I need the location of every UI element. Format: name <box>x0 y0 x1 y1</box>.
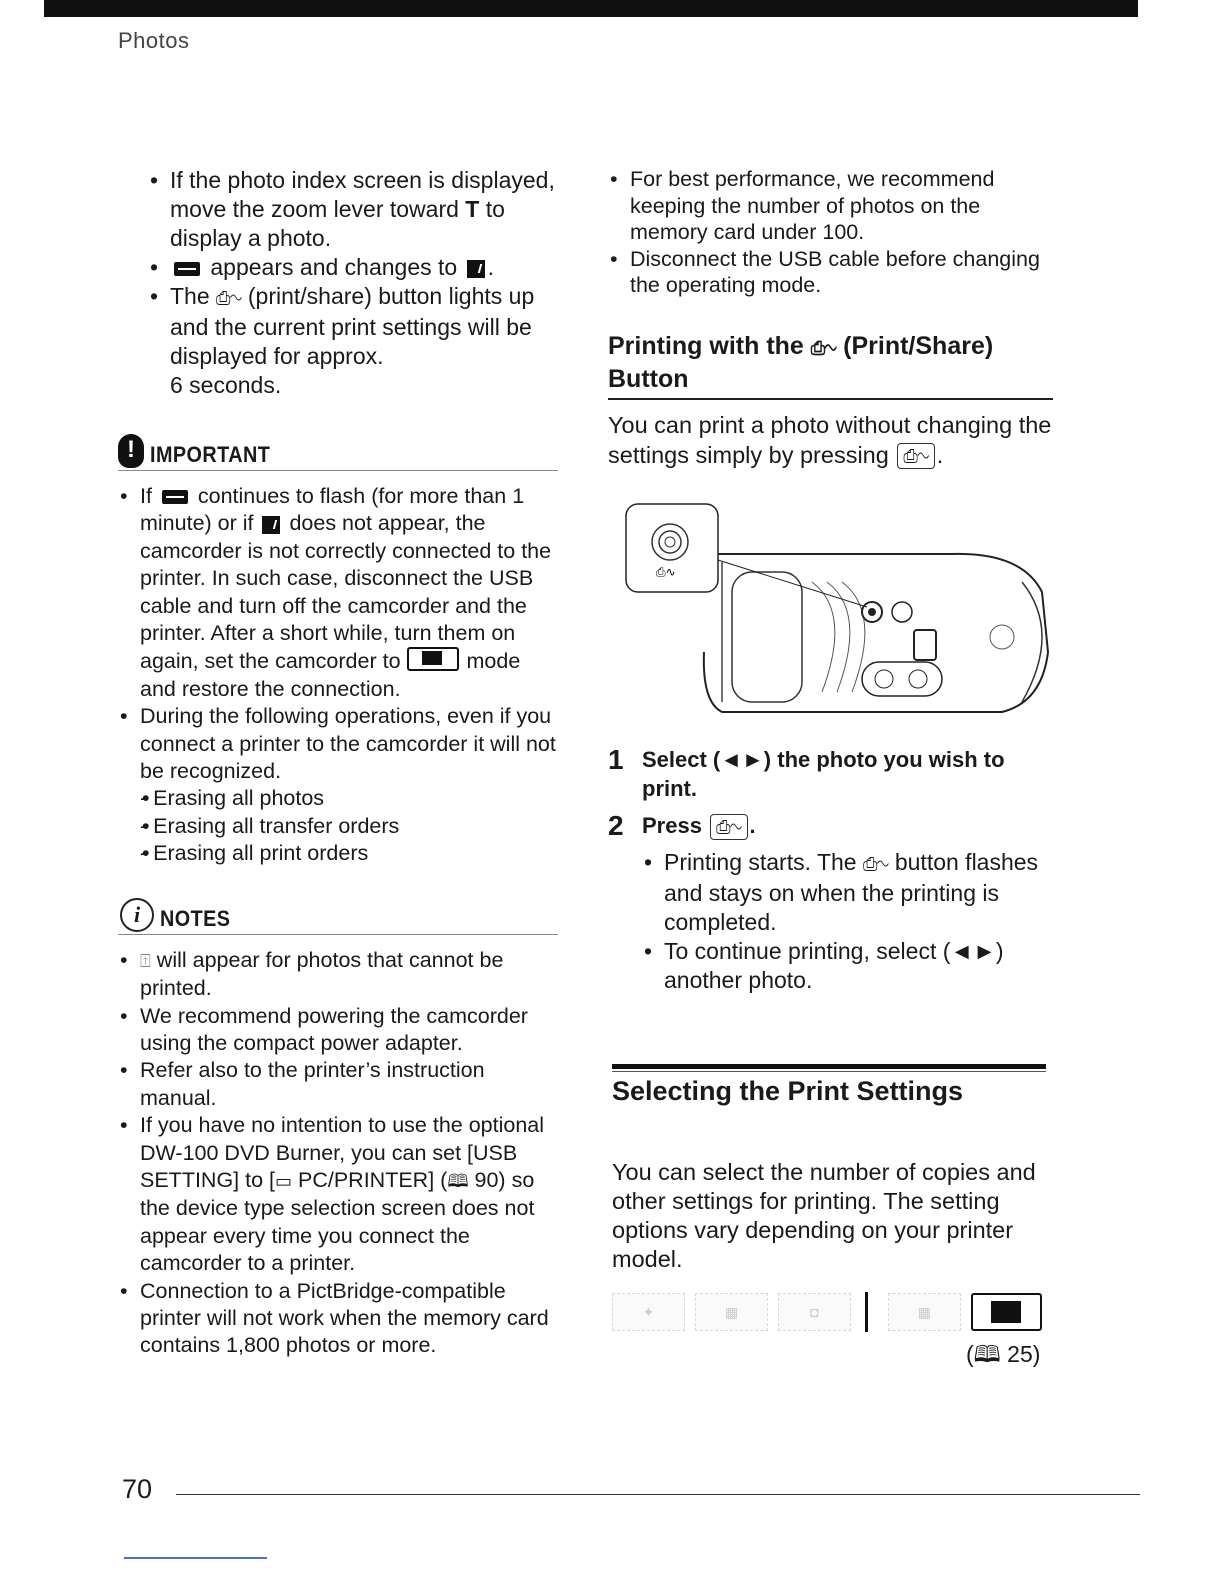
pc-printer-icon: ▭ <box>275 1170 293 1191</box>
mode-auto-icon: ✦ <box>612 1293 685 1331</box>
page-number: 70 <box>122 1474 153 1504</box>
step-2-bullet-1: • Printing starts. The ⎙∿ button flashes and stays on when the printing is completed. <box>642 848 1053 937</box>
info-icon: i <box>120 898 154 932</box>
notes-bullet-5: • Connection to a PictBridge-compatible printer will not work when the memory card contains 1,800 photos or more. <box>118 1278 558 1360</box>
camcorder-illustration <box>622 502 1058 718</box>
tele-key: T <box>465 196 480 222</box>
notes-bullet-2: • We recommend powering the camcorder using the compact power adapter. <box>118 1003 558 1058</box>
mode-photo-play-icon <box>971 1293 1042 1331</box>
print-share-icon: ⎙∿ <box>810 337 837 358</box>
important-bullet-1: • If continues to flash (for more than 1 minute) or if does not appear, the camcorder is not correctly connected to the printer. In such case, disconnect the USB cable and turn off the camcorder and the printer. After a short while, turn them on again, set the camcorder to mode and restore the connection. <box>118 483 558 703</box>
print-share-button-icon: ⎙∿ <box>710 814 747 840</box>
print-share-icon: ⎙∿ <box>216 288 242 308</box>
left-column <box>118 166 558 1360</box>
step-2-bullets <box>642 848 1053 995</box>
erase-list <box>140 785 558 867</box>
print-share-icon: ⎙∿ <box>863 853 889 874</box>
important-label: IMPORTANT <box>150 442 271 467</box>
steps <box>608 745 1053 995</box>
connected-icon <box>262 516 280 534</box>
notes-label: NOTES <box>160 905 231 931</box>
mode-movie-play-icon: ▦ <box>888 1293 961 1331</box>
print-heading: Printing with the ⎙∿ (Print/Share) Button <box>608 331 1053 400</box>
notes-bullet-3: • Refer also to the printer’s instruction manual. <box>118 1057 558 1112</box>
step-2-bullet-2: • To continue printing, select (◄►) another photo. <box>642 937 1053 995</box>
mode-photo-icon: ◘ <box>778 1293 851 1331</box>
mode-separator <box>865 1292 868 1332</box>
right-column <box>608 166 1053 995</box>
important-bullet-2: • During the following operations, even if you connect a printer to the camcorder it will not be recognized. • - Erasing all photos • - Erasing all transfer orders • - Erasing all print orders <box>118 703 558 867</box>
section-label: Photos <box>118 28 190 53</box>
intro-bullet-1: • If the photo index screen is displayed, move the zoom lever toward T to display a photo. <box>148 166 558 253</box>
section-rule <box>612 1064 1046 1069</box>
right-bullets <box>608 166 1053 299</box>
top-bar <box>44 0 1138 17</box>
notes-bullet-4: • If you have no intention to use the optional DW-100 DVD Burner, you can set [USB SETTING] to [▭ PC/PRINTER] (🕮 90) so the device type selection screen does not appear every time you connect the camcorder to a printer. <box>118 1112 558 1277</box>
mode-icons <box>612 1292 1042 1332</box>
right-bullet-2: • Disconnect the USB cable before changing the operating mode. <box>608 246 1053 299</box>
connected-icon <box>467 260 485 278</box>
intro-bullet-2: • appears and changes to . <box>148 253 558 282</box>
right-bullet-1: • For best performance, we recommend keeping the number of photos on the memory card under 100. <box>608 166 1053 246</box>
no-print-icon: ⍐ <box>140 950 151 971</box>
book-icon: 🕮 <box>447 1170 469 1191</box>
select-body: You can select the number of copies and other settings for printing. The setting options vary depending on your printer model. <box>612 1159 1036 1272</box>
important-icon: ! <box>118 434 144 468</box>
section-rule-thin <box>612 1071 1046 1072</box>
important-header <box>118 434 558 471</box>
erase-item: • - Erasing all print orders <box>140 840 558 867</box>
intro-bullet-3: • The ⎙∿ (print/share) button lights up and the current print settings will be displayed for approx. 6 seconds. <box>148 282 558 400</box>
step-1: 1 Select (◄►) the photo you wish to print. <box>608 743 1005 801</box>
notes-list <box>118 947 558 1360</box>
erase-item: • - Erasing all photos <box>140 785 558 812</box>
step-2: 2 Press ⎙∿ . <box>608 809 756 841</box>
page-reference: (🕮 25) <box>966 1341 1041 1367</box>
notes-header <box>118 898 558 935</box>
intro-list <box>148 166 558 400</box>
notes-bullet-1: • ⍐ will appear for photos that cannot be printed. <box>118 947 558 1003</box>
print-share-button-icon: ⎙∿ <box>897 443 934 469</box>
footer-rule <box>176 1494 1140 1495</box>
footer-link-bar <box>124 1557 267 1559</box>
connecting-icon <box>162 490 188 504</box>
camera-mode-icon <box>407 647 459 671</box>
print-body: You can print a photo without changing the settings simply by pressing ⎙∿ . <box>608 411 1052 468</box>
connecting-icon <box>174 262 200 276</box>
svg-text:⎙∿: ⎙∿ <box>656 564 676 579</box>
erase-item: • - Erasing all transfer orders <box>140 813 558 840</box>
mode-movie-icon: ▦ <box>695 1293 768 1331</box>
important-list <box>118 483 558 868</box>
select-heading: Selecting the Print Settings <box>612 1076 964 1106</box>
